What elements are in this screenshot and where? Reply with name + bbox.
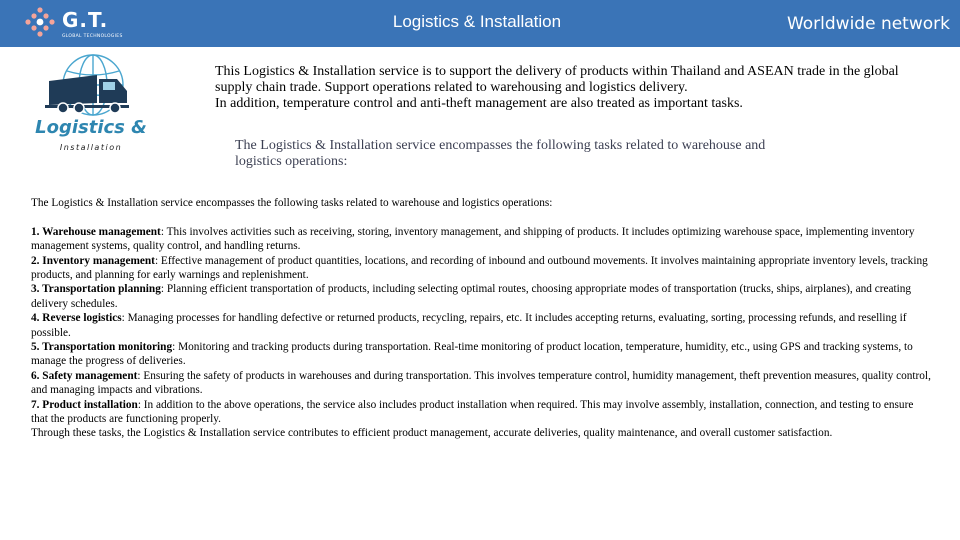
globe-truck-icon [35,53,147,117]
task-text: : Effective management of product quantities, locations, and recording of inbound and outbound movements. It involves maintaining appropriate inventory levels, tracking products, and planning for early warnings and replenishment. [31,254,928,282]
page-title: Logistics & Installation [392,12,562,31]
task-text: : Monitoring and tracking products during transportation. Real-time monitoring of product location, temperature, humidity, etc., using GPS and tracking systems, to manage the progress of deliveries. [31,341,913,368]
logo-title: Logistics & [35,117,147,138]
intro-text-2: In addition, temperature control and anti-theft management are also treated as important tasks. [215,96,743,111]
task-title: 2. Inventory management [31,254,155,267]
task-text: : In addition to the above operations, the service also includes product installation when required. This may involve assembly, installation, connection, and testing to ensure that the products are functioning properly. [31,398,914,426]
task-text: : Planning efficient transportation of products, including selecting optimal routes, choosing appropriate modes of transportation (trucks, ships, airplanes), and creating delivery schedules. [31,283,912,310]
task-title: 1. Warehouse management [31,225,161,238]
task-title: 5. Transportation monitoring [31,341,173,354]
task-title: 6. Safety management [31,369,138,382]
task-title: 7. Product installation [31,398,138,411]
task-text: : This involves activities such as receiving, storing, inventory management, and shipping of products. It includes optimizing warehouse space, implementing inventory management systems, quality control, and handling returns. [31,225,915,253]
task-item [31,254,931,283]
task-text: : Ensuring the safety of products in warehouses and during transportation. This involves temperature control, humidity management, theft prevention measures, quality control, and managing impacts and vibrations. [31,369,931,397]
body-closing: Through these tasks, the Logistics & Installation service contributes to efficient product management, accurate deliveries, quality maintenance, and overall customer satisfaction. [31,427,833,440]
logo-subtitle: Installation [59,143,123,152]
subintro-paragraph: The Logistics & Installation service encompasses the following tasks related to warehouse and logistics operations: [235,138,766,169]
task-item [31,311,931,340]
task-item [31,340,931,369]
header-bar [0,0,960,47]
task-text: : Managing processes for handling defective or returned products, recycling, repairs, etc. It includes accepting returns, evaluating, sorting, processing refunds, and reselling if possible. [31,312,907,339]
brand-name: G.T. [62,8,109,32]
task-item [31,282,931,311]
logistics-logo [35,53,147,157]
intro-paragraph [215,64,905,112]
task-item [31,225,931,254]
body-lead: The Logistics & Installation service encompasses the following tasks related to warehouse and logistics operations: [31,197,553,209]
task-title: 3. Transportation planning [31,283,161,296]
task-title: 4. Reverse logistics [31,312,122,325]
service-description [31,196,931,441]
task-item [31,398,931,427]
brand-tagline: GLOBAL TECHNOLOGIES [62,34,123,39]
spacer [31,210,931,224]
task-item [31,369,931,398]
header-network-label: Worldwide network [786,14,950,34]
intro-text: This Logistics & Installation service is to support the delivery of products within Thailand and ASEAN trade in the global supply chain trade. Support operations related to warehousing and logistics delivery. [215,64,899,95]
